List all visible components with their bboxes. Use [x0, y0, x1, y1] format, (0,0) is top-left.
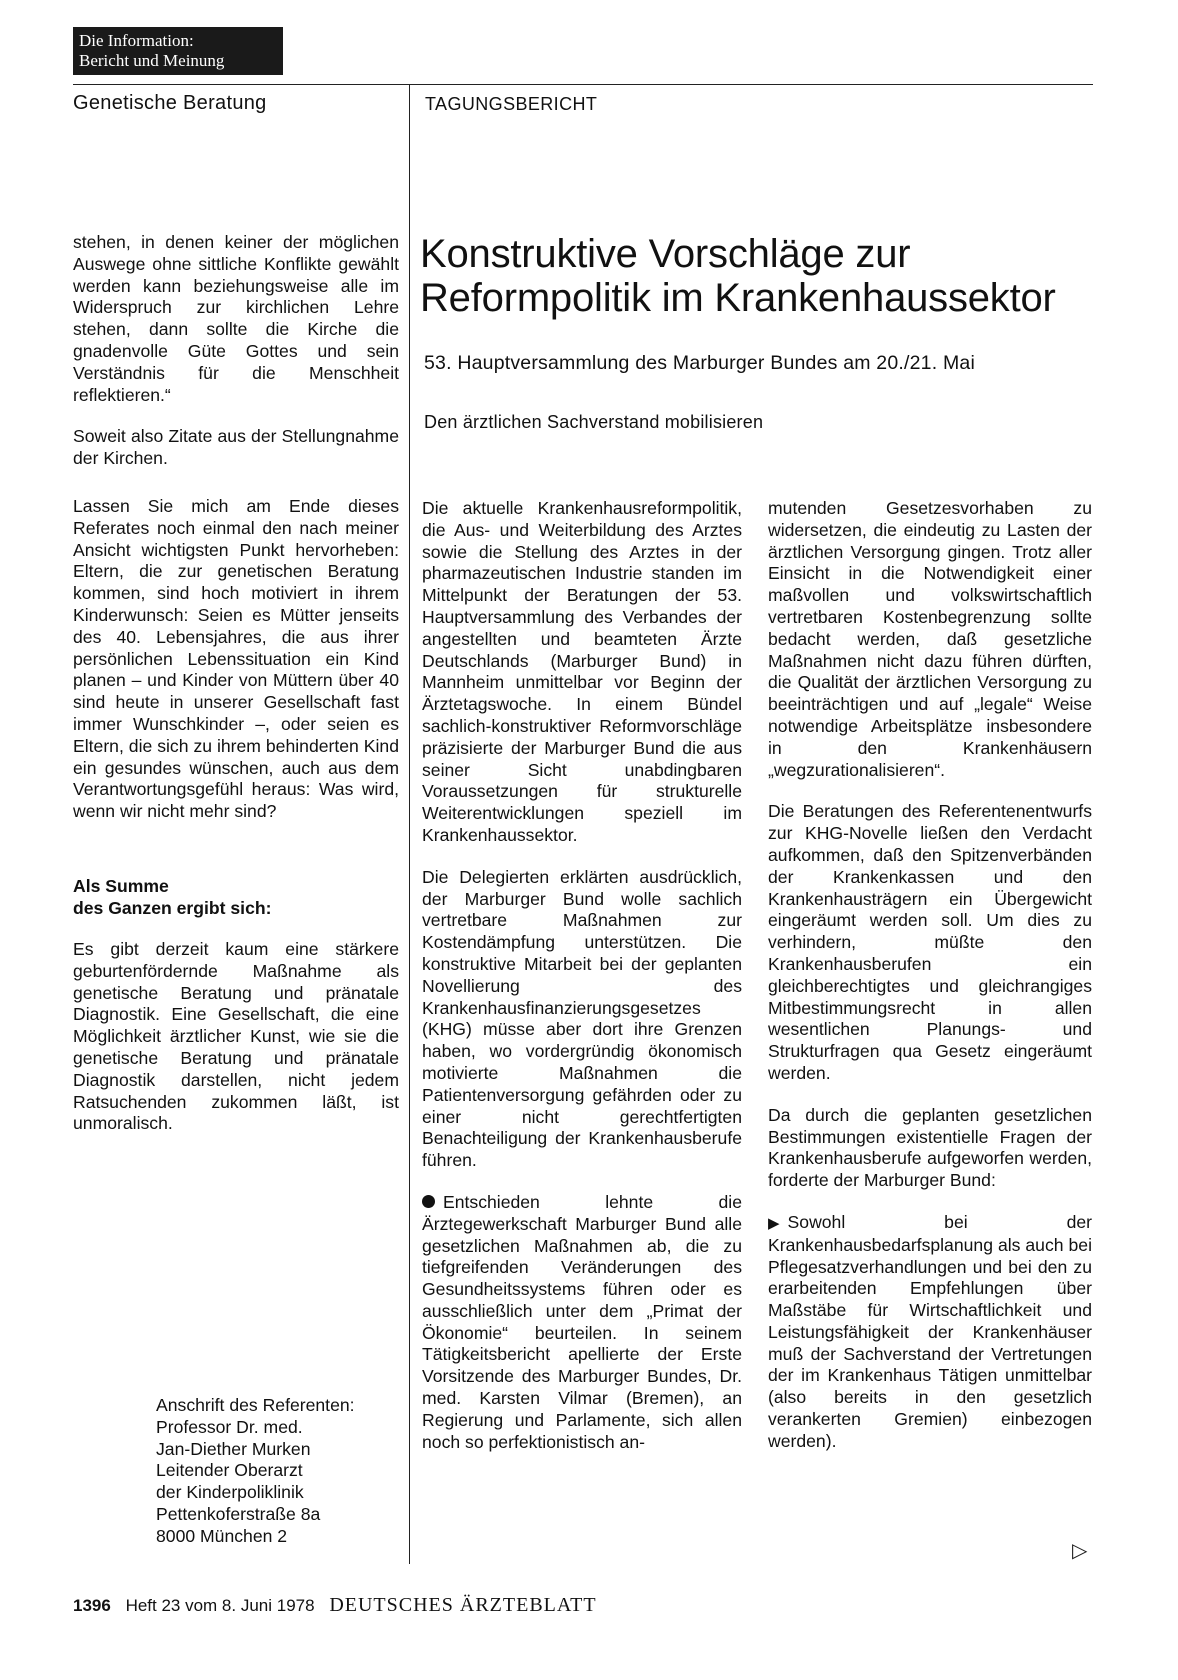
left-paragraph-4: Es gibt derzeit kaum eine stärkere geburtenfördernde Maßnahme als genetische Beratung und pränatale Diagnostik. Eine Gesellschaft, die eine Möglichkeit ärztlicher Kunst, wie sie die genetische Beratung und pränatale Diagnostik darstellen, nicht jedem Ratsuchenden zukommen läßt, ist unmoralisch.	[73, 938, 399, 1134]
masthead-box	[73, 27, 283, 75]
address-line: Professor Dr. med.	[156, 1416, 303, 1437]
article-subheadline: 53. Hauptversammlung des Marburger Bundes am 20./21. Mai	[424, 352, 975, 374]
section-label-right: TAGUNGSBERICHT	[425, 94, 598, 114]
right-column	[768, 498, 1092, 1473]
middle-paragraph-2: Die Delegierten erklärten ausdrücklich, der Marburger Bund wolle sachlich vertretbare Maßnahmen zur Kostendämpfung unterstützen. Die konstruktive Mitarbeit bei der geplanten Novellierung des Krankenhausfinanzierungsgesetzes (KHG) müsse aber dort ihre Grenzen haben, wo vordergründig ökonomisch motivierte Maßnahmen die Patientenversorgung gefährden oder zu einer nicht gerechtfertigten Benachteiligung der Krankenhausberufe führen.	[422, 866, 742, 1171]
left-subheading-line-1: Als Summe	[73, 875, 169, 896]
middle-column	[422, 498, 742, 1473]
continue-arrow-icon: ▷	[1072, 1540, 1088, 1562]
page-footer	[73, 1594, 597, 1617]
address-line: Jan-Diether Murken	[156, 1438, 311, 1459]
middle-paragraph-3	[422, 1192, 742, 1454]
header-rule	[73, 84, 1093, 85]
article-kicker: Den ärztlichen Sachverstand mobilisieren	[424, 412, 764, 432]
page-number: 1396	[73, 1596, 111, 1615]
section-label-left: Genetische Beratung	[73, 92, 267, 114]
column-divider	[409, 84, 410, 1564]
address-line: Pettenkoferstraße 8a	[156, 1503, 321, 1524]
left-subheading	[73, 875, 399, 919]
left-column-bottom	[73, 496, 399, 1155]
triangle-bullet-icon: ▶	[768, 1214, 780, 1232]
middle-paragraph-1: Die aktuelle Krankenhausreformpolitik, die Aus- und Weiterbildung des Arztes sowie die Stellung des Arztes in der pharmazeutischen Industrie standen im Mittelpunkt der Beratungen der 53. Hauptversammlung des Verbandes der angestellten und beamteten Ärzte Deutschlands (Marburger Bund) in Mannheim unmittelbar vor Beginn der Ärztetagswoche. In einem Bündel sachlich-konstruktiver Reformvorschläge präzisierte der Marburger Bund die aus seiner Sicht unabdingbaren Voraussetzungen für strukturelle Weiterentwicklungen speziell im Krankenhaussektor.	[422, 498, 742, 845]
article-headline: Konstruktive Vorschläge zur Reformpolitik im Krankenhaussektor	[420, 232, 1056, 320]
right-paragraph-3: Da durch die geplanten gesetzlichen Bestimmungen existentielle Fragen der Krankenhausberufe aufgeworfen werden, forderte der Marburger Bund:	[768, 1104, 1092, 1191]
address-line: Leitender Oberarzt	[156, 1460, 303, 1481]
address-line: 8000 München 2	[156, 1525, 288, 1546]
issue-info: Heft 23 vom 8. Juni 1978	[125, 1596, 315, 1615]
masthead-line-1: Die Information:	[79, 31, 194, 50]
middle-paragraph-3-text: Entschieden lehnte die Ärztegewerkschaft Marburger Bund alle gesetzlichen Maßnahmen ab, die zu tiefgreifenden Veränderungen des Gesundheitssystems führen oder es ausschließlich unter dem „Primat der Ökonomie“ beurteilen. In seinem Tätigkeitsbericht apellierte der Erste Vorsitzende des Marburger Bundes, Dr. med. Karsten Vilmar (Bremen), an Regierung und Parlamente, sich allen noch so perfektionistisch an-	[422, 1191, 742, 1452]
journal-name: DEUTSCHES ÄRZTEBLATT	[329, 1594, 597, 1616]
right-paragraph-4	[768, 1212, 1092, 1453]
left-paragraph-2: Soweit also Zitate aus der Stellungnahme der Kirchen.	[73, 426, 399, 469]
address-line: Anschrift des Referenten:	[156, 1395, 355, 1415]
left-paragraph-3: Lassen Sie mich am Ende dieses Referates noch einmal den nach meiner Ansicht wichtigsten Punkt hervorheben: Eltern, die zur genetischen Beratung kommen, sind hoch motiviert in ihrem Kinderwunsch: Seien es Mütter jenseits des 40. Lebensjahres, die aus ihrer persönlichen Lebenssituation ein Kind planen – und Kinder von Müttern über 40 sind heute in unserer Gesellschaft fast immer Wunschkinder –, oder seien es Eltern, die sich zu ihrem behinderten Kind ein gesundes wünschen, auch aus dem Verantwortungsgefühl heraus: Was wird, wenn wir nicht mehr sind?	[73, 496, 399, 822]
right-paragraph-1: mutenden Gesetzesvorhaben zu widersetzen, die eindeutig zu Lasten der ärztlichen Versorgung gingen. Trotz aller Einsicht in die Notwendigkeit einer maßvollen und volkswirtschaftlich vertretbaren Kostenbegrenzung sollte bedacht werden, daß gesetzliche Maßnahmen nicht dazu führen dürften, die Qualität der ärztlichen Versorgung zu beeinträchtigen und auf „legale“ Weise notwendige Arbeitsplätze insbesondere in den Krankenhäusern „wegzurationalisieren“.	[768, 498, 1092, 780]
bullet-dot-icon	[422, 1195, 435, 1208]
left-paragraph-1: stehen, in denen keiner der möglichen Auswege ohne sittliche Konflikte gewählt werden kann beziehungsweise alle im Widerspruch zur kirchlichen Lehre stehen, dann sollte die Kirche die gnadenvolle Güte Gottes und sein Verständnis für die Menschheit reflektieren.“	[73, 232, 399, 405]
left-subheading-line-2: des Ganzen ergibt sich:	[73, 897, 272, 918]
address-line: der Kinderpoliklinik	[156, 1482, 304, 1503]
right-paragraph-2: Die Beratungen des Referentenentwurfs zur KHG-Novelle ließen den Verdacht aufkommen, daß den Spitzenverbänden der Krankenkassen und den Krankenhausträgern ein Übergewicht eingeräumt werden soll. Um dies zu verhindern, müßte den Krankenhausberufen ein gleichberechtigtes und gleichrangiges Mitbestimmungsrecht in allen wesentlichen Planungs- und Strukturfragen qua Gesetz eingeräumt werden.	[768, 801, 1092, 1083]
author-address	[156, 1395, 406, 1548]
left-column-top	[73, 232, 399, 470]
right-paragraph-4-text: Sowohl bei der Krankenhausbedarfsplanung als auch bei Pflegesatzverhandlungen und bei den zu erarbeitenden Empfehlungen über Maßstäbe für Wirtschaftlichkeit und Leistungsfähigkeit der Krankenhäuser muß der Sachverstand der Vertretungen der im Krankenhaus Tätigen unmittelbar (also bereits in den gesetzlich verankerten Gremien) einbezogen werden).	[768, 1211, 1092, 1451]
masthead-line-2: Bericht und Meinung	[79, 51, 225, 70]
